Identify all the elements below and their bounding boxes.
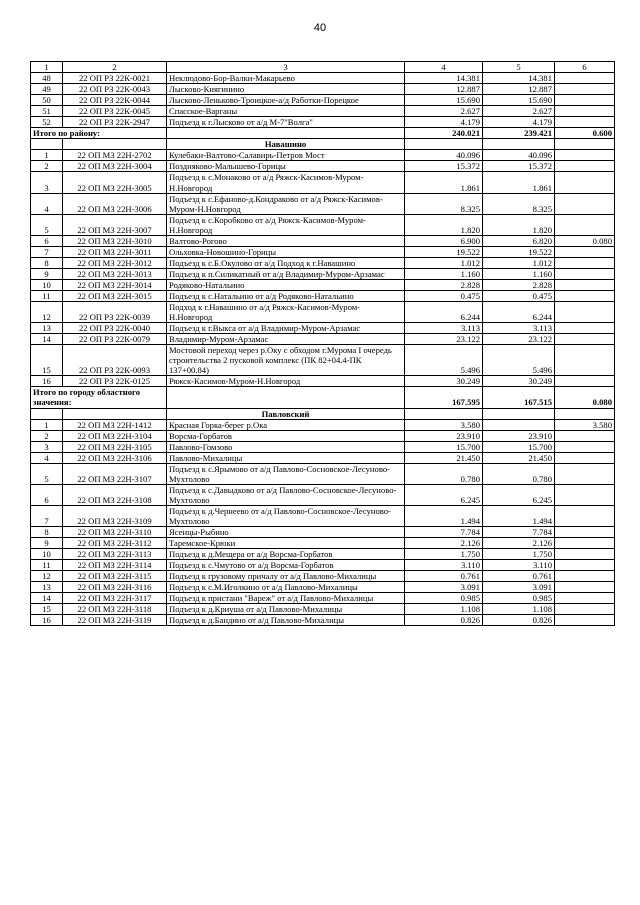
length-col6 (555, 84, 615, 95)
road-name: Ворсма-Горбатов (167, 430, 405, 441)
road-code: 22 ОП МЗ 22Н-3013 (63, 268, 167, 279)
road-name: Подъезд к с.Б.Окулово от а/д Подход к г.Навашино (167, 257, 405, 268)
row-number: 11 (31, 290, 63, 301)
length-col6 (555, 106, 615, 117)
length-col5: 6.820 (483, 235, 555, 246)
road-name: Родяково-Натальино (167, 279, 405, 290)
road-code: 22 ОП РЗ 22К-0039 (63, 302, 167, 323)
length-col6 (555, 560, 615, 571)
road-code: 22 ОП МЗ 22Н-3105 (63, 441, 167, 452)
row-number: 16 (31, 376, 63, 387)
row-number: 15 (31, 345, 63, 376)
header-cell: 3 (167, 62, 405, 73)
total-col6: 0.600 (555, 128, 615, 139)
length-total: 21.450 (405, 452, 483, 463)
road-name: Ясенцы-Рыбино (167, 527, 405, 538)
table-row (31, 161, 615, 172)
length-total: 30.249 (405, 376, 483, 387)
length-col6 (555, 505, 615, 526)
length-col6 (555, 376, 615, 387)
road-name: Подъезд к с.Чмутово от а/д Ворсма-Горбатов (167, 560, 405, 571)
road-code: 22 ОП МЗ 22Н-3015 (63, 290, 167, 301)
road-code: 22 ОП РЗ 22К-0079 (63, 334, 167, 345)
road-code: 22 ОП МЗ 22Н-3116 (63, 582, 167, 593)
header-cell: 1 (31, 62, 63, 73)
section-empty-cell (405, 408, 483, 419)
table-row (31, 593, 615, 604)
length-col5: 2.126 (483, 538, 555, 549)
road-code: 22 ОП РЗ 22К-0093 (63, 345, 167, 376)
total-length: 240.021 (405, 128, 483, 139)
row-number: 1 (31, 150, 63, 161)
row-number: 13 (31, 323, 63, 334)
road-code: 22 ОП МЗ 22Н-3007 (63, 214, 167, 235)
table-row (31, 538, 615, 549)
length-col6 (555, 593, 615, 604)
row-number: 50 (31, 95, 63, 106)
road-name: Ольховка-Новошино-Горицы (167, 246, 405, 257)
length-col6 (555, 117, 615, 128)
section-empty-cell (555, 408, 615, 419)
road-name: Павлово-Гомзово (167, 441, 405, 452)
length-total: 12.887 (405, 84, 483, 95)
row-number: 3 (31, 172, 63, 193)
table-row (31, 214, 615, 235)
section-heading-row (31, 139, 615, 150)
table-row (31, 463, 615, 484)
row-number: 12 (31, 302, 63, 323)
length-col6 (555, 95, 615, 106)
road-code: 22 ОП МЗ 22Н-3112 (63, 538, 167, 549)
length-col5: 23.910 (483, 430, 555, 441)
length-total: 0.475 (405, 290, 483, 301)
row-number: 10 (31, 549, 63, 560)
length-col5: 0.826 (483, 615, 555, 626)
length-col5: 3.110 (483, 560, 555, 571)
row-number: 16 (31, 615, 63, 626)
length-col5: 0.475 (483, 290, 555, 301)
length-col5: 0.985 (483, 593, 555, 604)
table-row (31, 571, 615, 582)
table-row (31, 527, 615, 538)
length-total: 15.372 (405, 161, 483, 172)
length-col6 (555, 214, 615, 235)
row-number: 10 (31, 279, 63, 290)
total-spacer (167, 128, 405, 139)
length-total: 23.122 (405, 334, 483, 345)
road-code: 22 ОП РЗ 22К-0043 (63, 84, 167, 95)
length-col6 (555, 615, 615, 626)
table-row (31, 235, 615, 246)
road-code: 22 ОП МЗ 22Н-3010 (63, 235, 167, 246)
table-row (31, 73, 615, 84)
road-name: Подъезд к д.Криуша от а/д Павлово-Михалицы (167, 604, 405, 615)
length-col5: 2.627 (483, 106, 555, 117)
road-code: 22 ОП МЗ 22Н-3011 (63, 246, 167, 257)
length-col5: 1.012 (483, 257, 555, 268)
length-total: 8.325 (405, 193, 483, 214)
length-col5: 6.244 (483, 302, 555, 323)
length-col5 (483, 419, 555, 430)
road-name: Подъезд к д.Мещера от а/д Ворсма-Горбатов (167, 549, 405, 560)
table-row (31, 246, 615, 257)
road-name: Валтово-Рогово (167, 235, 405, 246)
length-col6 (555, 484, 615, 505)
road-code: 22 ОП МЗ 22Н-3117 (63, 593, 167, 604)
length-col5: 1.750 (483, 549, 555, 560)
row-number: 4 (31, 452, 63, 463)
length-col6 (555, 290, 615, 301)
road-name: Красная Горка-берег р.Ока (167, 419, 405, 430)
length-total: 5.496 (405, 345, 483, 376)
length-total: 7.784 (405, 527, 483, 538)
total-col5: 239.421 (483, 128, 555, 139)
length-total: 1.494 (405, 505, 483, 526)
length-total: 14.381 (405, 73, 483, 84)
length-col5: 14.381 (483, 73, 555, 84)
row-number: 5 (31, 214, 63, 235)
section-empty-cell (555, 139, 615, 150)
length-col6 (555, 161, 615, 172)
total-row (31, 387, 615, 408)
total-spacer (167, 387, 405, 408)
road-code: 22 ОП МЗ 22Н-3012 (63, 257, 167, 268)
row-number: 14 (31, 334, 63, 345)
total-col6: 0.080 (555, 387, 615, 408)
length-total: 2.126 (405, 538, 483, 549)
length-col6: 0.080 (555, 235, 615, 246)
table-row (31, 106, 615, 117)
length-total: 3.580 (405, 419, 483, 430)
length-col5: 2.828 (483, 279, 555, 290)
road-name: Подъезд к д.Бандино от а/д Павлово-Михалицы (167, 615, 405, 626)
section-empty-cell (31, 408, 63, 419)
road-name: Лысково-Княгинино (167, 84, 405, 95)
length-col5: 30.249 (483, 376, 555, 387)
length-total: 1.108 (405, 604, 483, 615)
road-code: 22 ОП МЗ 22Н-3110 (63, 527, 167, 538)
row-number: 8 (31, 257, 63, 268)
row-number: 15 (31, 604, 63, 615)
length-col6 (555, 582, 615, 593)
total-col5: 167.515 (483, 387, 555, 408)
length-col5: 7.784 (483, 527, 555, 538)
section-empty-cell (63, 408, 167, 419)
length-total: 15.690 (405, 95, 483, 106)
table-row (31, 172, 615, 193)
road-name: Подъезд к с.Ефаново-д.Кондраково от а/д Ряжск-Касимов-Муром-Н.Новгород (167, 193, 405, 214)
road-name: Подъезд к с.Коробково от а/д Ряжск-Касимов-Муром-Н.Новгород (167, 214, 405, 235)
table-row (31, 582, 615, 593)
table-row (31, 257, 615, 268)
length-col5: 3.113 (483, 323, 555, 334)
length-col6 (555, 345, 615, 376)
length-col6 (555, 549, 615, 560)
road-name: Подъезд к г.Выкса от а/д Владимир-Муром-Арзамас (167, 323, 405, 334)
length-total: 1.750 (405, 549, 483, 560)
road-name: Подъезд к г.Лысково от а/д М-7"Волга" (167, 117, 405, 128)
length-total: 6.245 (405, 484, 483, 505)
row-number: 7 (31, 246, 63, 257)
roads-table (30, 61, 615, 626)
length-total: 1.820 (405, 214, 483, 235)
length-col6 (555, 268, 615, 279)
length-total: 2.828 (405, 279, 483, 290)
road-code: 22 ОП РЗ 22К-0040 (63, 323, 167, 334)
length-total: 40.096 (405, 150, 483, 161)
road-code: 22 ОП МЗ 22Н-3114 (63, 560, 167, 571)
table-row (31, 441, 615, 452)
table-row (31, 484, 615, 505)
length-col5: 8.325 (483, 193, 555, 214)
road-code: 22 ОП МЗ 22Н-3106 (63, 452, 167, 463)
length-total: 23.910 (405, 430, 483, 441)
header-cell: 5 (483, 62, 555, 73)
road-name: Павлово-Михалицы (167, 452, 405, 463)
table-row (31, 279, 615, 290)
road-name: Владимир-Муром-Арзамас (167, 334, 405, 345)
road-code: 22 ОП МЗ 22Н-3005 (63, 172, 167, 193)
road-name: Лысково-Леньково-Троицкое-а/д Работки-Порецкое (167, 95, 405, 106)
road-name: Подъезд к с.Натальино от а/д Родяково-Натальино (167, 290, 405, 301)
length-col5: 5.496 (483, 345, 555, 376)
table-row (31, 430, 615, 441)
road-name: Подъезд к грузовому причалу от а/д Павлово-Михалицы (167, 571, 405, 582)
table-row (31, 560, 615, 571)
length-total: 6.244 (405, 302, 483, 323)
length-col5: 21.450 (483, 452, 555, 463)
road-name: Мостовой переход через р.Оку с обходом г.Мурома I очередь строительства 2 пусковой комплекс (ПК 82+04.4-ПК 137+00.84) (167, 345, 405, 376)
road-name: Подъезд к пристани "Вареж" от а/д Павлово-Михалицы (167, 593, 405, 604)
length-col6 (555, 604, 615, 615)
length-col6 (555, 463, 615, 484)
road-code: 22 ОП РЗ 22К-2947 (63, 117, 167, 128)
table-row (31, 290, 615, 301)
length-col5: 1.820 (483, 214, 555, 235)
table-row (31, 345, 615, 376)
road-name: Подъезд к с.Ярымово от а/д Павлово-Сосновское-Лесуново-Мухтолово (167, 463, 405, 484)
length-col6 (555, 302, 615, 323)
row-number: 51 (31, 106, 63, 117)
table-header-row (31, 62, 615, 73)
length-col6 (555, 538, 615, 549)
length-col5: 15.700 (483, 441, 555, 452)
total-length: 167.595 (405, 387, 483, 408)
road-name: Таремское-Крюки (167, 538, 405, 549)
roads-table-body (31, 62, 615, 626)
row-number: 52 (31, 117, 63, 128)
header-cell: 4 (405, 62, 483, 73)
length-col6: 3.580 (555, 419, 615, 430)
table-row (31, 302, 615, 323)
section-empty-cell (405, 139, 483, 150)
table-row (31, 150, 615, 161)
table-row (31, 95, 615, 106)
road-name: Спасское-Варганы (167, 106, 405, 117)
length-col5: 6.245 (483, 484, 555, 505)
table-row (31, 334, 615, 345)
length-col6 (555, 430, 615, 441)
length-col5: 23.122 (483, 334, 555, 345)
road-name: Подъезд к с.Давыдково от а/д Павлово-Сосновское-Лесуново-Мухтолово (167, 484, 405, 505)
length-col6 (555, 150, 615, 161)
road-name: Подъезд к п.Силикатный от а/д Владимир-Муром-Арзамас (167, 268, 405, 279)
row-number: 12 (31, 571, 63, 582)
length-total: 1.012 (405, 257, 483, 268)
length-total: 1.861 (405, 172, 483, 193)
table-row (31, 615, 615, 626)
total-label: Итого по району: (31, 128, 167, 139)
length-col5: 12.887 (483, 84, 555, 95)
length-col6 (555, 279, 615, 290)
road-code: 22 ОП РЗ 22К-0045 (63, 106, 167, 117)
road-name: Поздняково-Малышево-Горицы (167, 161, 405, 172)
road-code: 22 ОП МЗ 22Н-3004 (63, 161, 167, 172)
length-col5: 1.160 (483, 268, 555, 279)
page-number: 40 (313, 22, 327, 34)
section-name: Навашино (167, 139, 405, 150)
road-name: Ряжск-Касимов-Муром-Н.Новгород (167, 376, 405, 387)
table-row (31, 193, 615, 214)
length-total: 6.900 (405, 235, 483, 246)
length-col6 (555, 441, 615, 452)
length-total: 1.160 (405, 268, 483, 279)
length-total: 0.761 (405, 571, 483, 582)
table-row (31, 117, 615, 128)
length-col5: 0.780 (483, 463, 555, 484)
road-code: 22 ОП МЗ 22Н-2702 (63, 150, 167, 161)
length-col6 (555, 527, 615, 538)
header-cell: 2 (63, 62, 167, 73)
row-number: 3 (31, 441, 63, 452)
length-col6 (555, 323, 615, 334)
length-total: 19.522 (405, 246, 483, 257)
row-number: 2 (31, 161, 63, 172)
length-col5: 40.096 (483, 150, 555, 161)
table-row (31, 84, 615, 95)
row-number: 6 (31, 235, 63, 246)
road-code: 22 ОП МЗ 22Н-3113 (63, 549, 167, 560)
road-name: Подход к г.Навашино от а/д Ряжск-Касимов-Муром-Н.Новгород (167, 302, 405, 323)
table-row (31, 268, 615, 279)
row-number: 6 (31, 484, 63, 505)
length-col5: 1.861 (483, 172, 555, 193)
road-code: 22 ОП РЗ 22К-0125 (63, 376, 167, 387)
row-number: 2 (31, 430, 63, 441)
section-name: Павловский (167, 408, 405, 419)
section-empty-cell (31, 139, 63, 150)
table-row (31, 419, 615, 430)
road-code: 22 ОП МЗ 22Н-3104 (63, 430, 167, 441)
length-total: 15.700 (405, 441, 483, 452)
length-total: 3.113 (405, 323, 483, 334)
length-col6 (555, 452, 615, 463)
row-number: 1 (31, 419, 63, 430)
section-empty-cell (483, 408, 555, 419)
row-number: 9 (31, 268, 63, 279)
length-total: 3.091 (405, 582, 483, 593)
road-name: Неклюдово-Бор-Валки-Макарьево (167, 73, 405, 84)
total-row (31, 128, 615, 139)
row-number: 9 (31, 538, 63, 549)
table-row (31, 376, 615, 387)
length-col6 (555, 246, 615, 257)
road-code: 22 ОП МЗ 22Н-3109 (63, 505, 167, 526)
road-code: 22 ОП МЗ 22Н-3006 (63, 193, 167, 214)
total-label: Итого по городу областного значения: (31, 387, 167, 408)
road-code: 22 ОП МЗ 22Н-3118 (63, 604, 167, 615)
length-col5: 1.494 (483, 505, 555, 526)
length-col6 (555, 193, 615, 214)
road-code: 22 ОП МЗ 22Н-1412 (63, 419, 167, 430)
length-col6 (555, 257, 615, 268)
road-code: 22 ОП МЗ 22Н-3107 (63, 463, 167, 484)
length-total: 0.826 (405, 615, 483, 626)
length-col6 (555, 172, 615, 193)
row-number: 8 (31, 527, 63, 538)
road-code: 22 ОП РЗ 22К-0021 (63, 73, 167, 84)
road-name: Подъезд к с.М.Иголкино от а/д Павлово-Михалицы (167, 582, 405, 593)
length-col5: 15.372 (483, 161, 555, 172)
length-col5: 3.091 (483, 582, 555, 593)
length-total: 2.627 (405, 106, 483, 117)
road-code: 22 ОП МЗ 22Н-3115 (63, 571, 167, 582)
road-code: 22 ОП РЗ 22К-0044 (63, 95, 167, 106)
row-number: 48 (31, 73, 63, 84)
row-number: 14 (31, 593, 63, 604)
row-number: 5 (31, 463, 63, 484)
length-col6 (555, 73, 615, 84)
road-name: Подъезд к д.Чернеево от а/д Павлово-Сосновское-Лесуново-Мухтолово (167, 505, 405, 526)
road-code: 22 ОП МЗ 22Н-3108 (63, 484, 167, 505)
length-total: 3.110 (405, 560, 483, 571)
length-col6 (555, 334, 615, 345)
table-row (31, 604, 615, 615)
length-col5: 19.522 (483, 246, 555, 257)
table-row (31, 452, 615, 463)
length-col5: 1.108 (483, 604, 555, 615)
length-col5: 0.761 (483, 571, 555, 582)
header-cell: 6 (555, 62, 615, 73)
section-empty-cell (483, 139, 555, 150)
length-col5: 15.690 (483, 95, 555, 106)
row-number: 4 (31, 193, 63, 214)
road-code: 22 ОП МЗ 22Н-3119 (63, 615, 167, 626)
table-row (31, 323, 615, 334)
length-total: 4.179 (405, 117, 483, 128)
row-number: 7 (31, 505, 63, 526)
length-col5: 4.179 (483, 117, 555, 128)
row-number: 49 (31, 84, 63, 95)
table-row (31, 505, 615, 526)
table-row (31, 549, 615, 560)
row-number: 13 (31, 582, 63, 593)
section-heading-row (31, 408, 615, 419)
road-name: Подъезд к с.Монаково от а/д Ряжск-Касимов-Муром-Н.Новгород (167, 172, 405, 193)
road-name: Кулебаки-Валтово-Салавирь-Петров Мост (167, 150, 405, 161)
section-empty-cell (63, 139, 167, 150)
row-number: 11 (31, 560, 63, 571)
road-code: 22 ОП МЗ 22Н-3014 (63, 279, 167, 290)
length-col6 (555, 571, 615, 582)
length-total: 0.780 (405, 463, 483, 484)
length-total: 0.985 (405, 593, 483, 604)
